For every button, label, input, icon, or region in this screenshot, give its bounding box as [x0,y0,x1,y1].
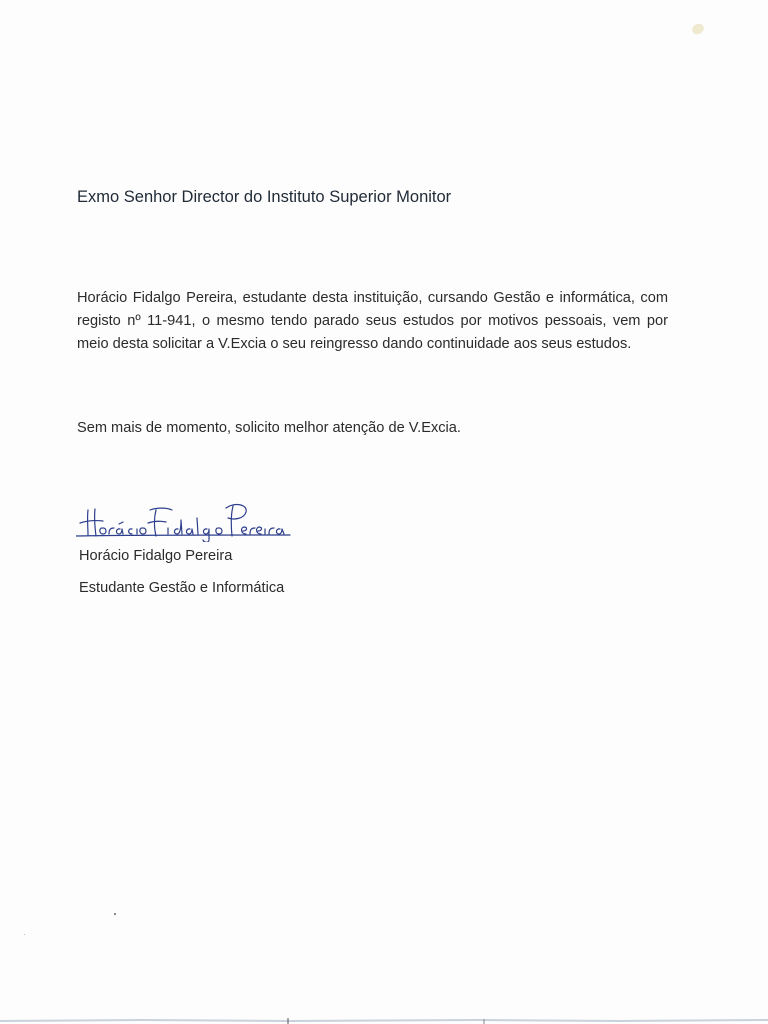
letter-closing: Sem mais de momento, solicito melhor atenção de V.Excia. [77,420,461,436]
handwritten-signature [76,498,292,542]
scan-edge [0,1016,768,1024]
speck [24,934,25,935]
paper-stain [690,22,705,36]
letter-heading: Exmo Senhor Director do Instituto Superior Monitor [77,188,452,206]
signer-name: Horácio Fidalgo Pereira [79,548,233,564]
signer-role: Estudante Gestão e Informática [79,580,285,596]
letter-body: Horácio Fidalgo Pereira, estudante desta instituição, cursando Gestão e informática, com registo nº 11-941, o mesmo tendo parado seus estudos por motivos pessoais, vem por meio desta solicitar a V.Excia o seu reingresso dando continuidade aos seus estudos. [77,290,668,352]
speck [114,913,116,915]
